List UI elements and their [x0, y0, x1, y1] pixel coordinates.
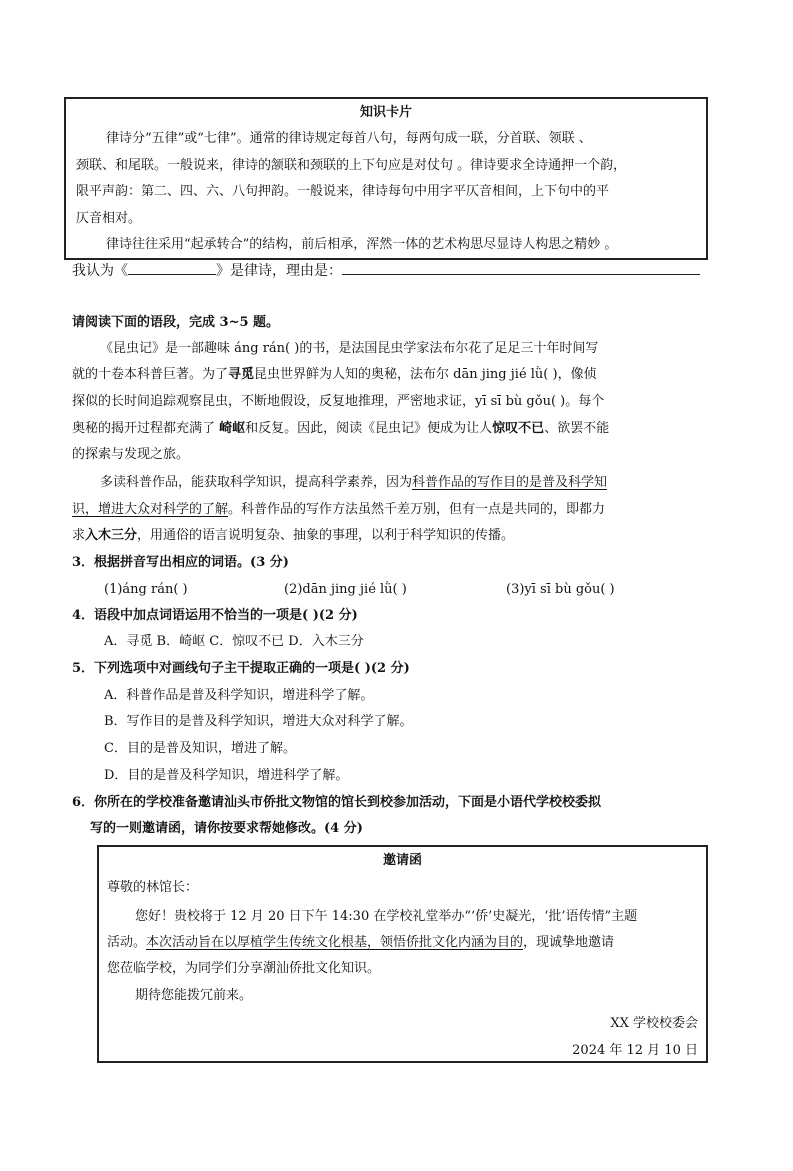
- letter-salutation: 尊敬的林馆长：: [107, 880, 199, 895]
- letter-line-4: 期待您能拨冗前来。: [135, 988, 253, 1003]
- letter-line-2-end: ，现诚挚地邀请: [523, 935, 615, 950]
- letter-line-1: 您好！贵校将于 12 月 20 日下午 14:30 在学校礼堂举办“‘侨’史凝光，‘批’语传情”主题: [135, 909, 638, 924]
- p1-line-3: [72, 388, 604, 415]
- q5-stem: 5．下列选项中对画线句子主干提取正确的一项是( )(2 分): [72, 661, 410, 676]
- p2-line-3: [72, 522, 514, 549]
- q5-option-c: C．目的是普及知识，增进了解。: [104, 741, 296, 756]
- poem-name-blank[interactable]: [128, 260, 216, 275]
- dotted-word-jingtan: 惊叹不已: [492, 421, 545, 436]
- q5-option-d: D．目的是普及科学知识，增进科学了解。: [104, 768, 349, 783]
- q3-option-1: (1)áng rán( ): [104, 582, 188, 597]
- dotted-word-qiqu: 崎岖: [219, 421, 246, 436]
- q6-stem-line-2: 写的一则邀请函，请你按要求帮她修改。(4 分): [90, 821, 363, 836]
- q5-option-a: A．科普作品是普及科学知识，增进科学了解。: [104, 688, 374, 703]
- p1-line-2-text-a: 就的十卷本科普巨著。为了: [72, 367, 229, 382]
- letter-date: 2024 年 12 月 10 日: [572, 1043, 698, 1058]
- q6-stem-line-1: 6．你所在的学校准备邀请汕头市侨批文物馆的馆长到校参加活动，下面是小语代学校校委拟: [72, 795, 602, 810]
- p1-line-4: [72, 415, 609, 442]
- p2-line-2: [72, 496, 605, 523]
- letter-line-2-start: 活动。: [107, 935, 147, 950]
- dotted-word-rumu: 入木三分: [85, 528, 138, 543]
- dotted-word-xunmi: 寻觅: [228, 367, 255, 382]
- underlined-sentence-part1: 科普作品的写作目的是普及科学知: [412, 475, 608, 490]
- card-title: 知识卡片: [359, 105, 412, 120]
- letter-line-2: [107, 929, 614, 956]
- knowledge-card: [64, 97, 708, 260]
- p1-line-3-text: 探似的长时间追踪观察昆虫，不断地假设，反复地推理，严密地求证，yī sī bù gǒu( )。每个: [72, 394, 605, 409]
- underlined-sentence-part2: 识，增进大众对科学的了解: [72, 502, 229, 517]
- letter-signature: XX 学校校委会: [610, 1016, 698, 1031]
- q4-stem: 4．语段中加点词语运用不恰当的一项是( )(2 分): [72, 608, 358, 623]
- letter-title: 邀请函: [382, 853, 422, 868]
- q3-option-3: (3)yī sī bù gǒu( ): [506, 582, 615, 597]
- p1-line-4-text-e: 、欲罢不能: [544, 421, 610, 436]
- letter-underlined-sentence: 本次活动旨在以厚植学生传统文化根基，领悟侨批文化内涵为目的: [146, 935, 524, 950]
- p1-line-5: [72, 441, 189, 468]
- answer-prefix: 我认为《: [72, 263, 128, 279]
- answer-line: [72, 258, 700, 285]
- section-heading: 请阅读下面的语段，完成 3~5 题。: [72, 315, 280, 330]
- card-line-1: 律诗分“五律”或“七律”。通常的律诗规定每首八句，每两句成一联，分首联、领联 、: [106, 131, 592, 146]
- card-line-4: 仄音相对。: [76, 211, 142, 226]
- card-line-2: 颈联、和尾联。一般说来，律诗的颔联和颈联的上下句应是对仗句 。律诗要求全诗通押一个韵，: [76, 158, 627, 173]
- answer-middle: 》是律诗，理由是：: [216, 263, 342, 279]
- q3-stem: 3．根据拼音写出相应的词语。(3 分): [72, 555, 289, 570]
- invitation-letter: [97, 845, 708, 1063]
- reason-blank[interactable]: [342, 260, 700, 275]
- letter-line-3: 您莅临学校，为同学们分享潮汕侨批文化知识。: [107, 961, 381, 976]
- p1-line-2-text-c: 昆虫世界鲜为人知的奥秘，法布尔 dān jing jié lǜ( )，像侦: [254, 367, 597, 382]
- p1-line-5-text: 的探索与发现之旅。: [72, 447, 190, 462]
- p2-line-3-text-a: 求: [72, 528, 86, 543]
- p1-line-4-text-a: 奥秘的揭开过程都充满了: [72, 421, 220, 436]
- p1-line-4-text-c: 和反复。因此，阅读《昆虫记》便成为让人: [245, 421, 493, 436]
- card-line-5: 律诗往往采用“起承转合”的结构，前后相承，浑然一体的艺术构思尽显诗人构思之精妙 。: [106, 237, 618, 252]
- card-line-3: 限平声韵：第二、四、六、八句押韵。一般说来，律诗每句中用字平仄音相间，上下句中的平: [76, 184, 610, 199]
- p2-line-1: [100, 469, 607, 496]
- p2-line-3-text-c: ，用通俗的语言说明复杂、抽象的事理，以利于科学知识的传播。: [137, 528, 515, 543]
- q5-option-b: B．写作目的是普及科学知识，增进大众对科学了解。: [104, 714, 413, 729]
- q3-option-2: (2)dān jing jié lǜ( ): [284, 582, 407, 597]
- p2-line-1-text: 多读科普作品，能获取科学知识，提高科学素养，因为: [100, 475, 413, 490]
- p1-line-2: [72, 361, 597, 388]
- p1-line-1: [100, 335, 598, 362]
- q4-options: A．寻觅 B．崎岖 C．惊叹不已 D．入木三分: [104, 634, 364, 649]
- p1-line-1-text: 《昆虫记》是一部趣味 áng rán( )的书，是法国昆虫学家法布尔花了足足三十年时间写: [100, 341, 599, 356]
- p2-line-2-text: 。科普作品的写作方法虽然千差万别，但有一点是共同的，即都力: [228, 502, 606, 517]
